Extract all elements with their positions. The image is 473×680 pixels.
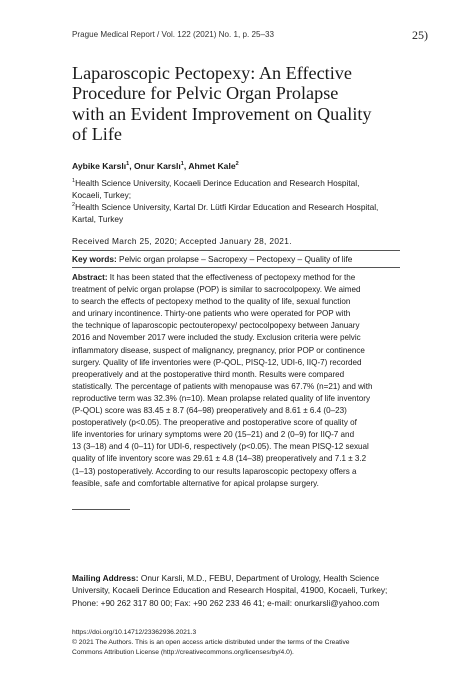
abstract-line: feasible, safe and comfortable alternative for apical prolapse surgery. [72,478,319,488]
title-line: Procedure for Pelvic Organ Prolapse [72,83,339,104]
abstract-line: 2016 and November 2017 were included the study. Exclusion criteria were pelvic [72,333,361,343]
author-list: Aybike Karslı$^1$, Onur Karslı$^1$, Ahmet Kale$^2$ [72,161,239,171]
affiliation-line: Health Science University, Kartal Dr. Lütfi Kirdar Education and Research Hospital, [75,201,379,212]
license-line: © 2021 The Authors. This is an open access article distributed under the terms of the Creative [72,639,350,646]
title-line: of Life [72,124,122,145]
article-title [72,63,432,145]
mailing-line: Phone: +90 262 317 80 00; Fax: +90 262 233 46 41; e-mail: onurkarsli@yahoo.com [72,597,380,608]
keywords-label: Key words: [72,254,117,264]
abstract-line: 13 (3–18) and 4 (0–11) for UDI-6, respectively (p<0.05). The mean PISQ-12 sexual [72,442,369,452]
abstract-line: statistically. The percentage of patients with menopause was 67.7% (n=21) and with [72,381,373,391]
abstract [72,272,402,490]
affiliation [72,175,359,201]
affiliation-mark: 1 [72,178,76,184]
journal-info: Prague Medical Report / Vol. 122 (2021) No. 1, p. 25–33 [72,30,275,39]
abstract-line: reproductive term was 32.3% (n=10). Mean prolapse related quality of life inventory [72,393,371,403]
title-line: Laparoscopic Pectopexy: An Effective [72,63,352,83]
abstract-line: surgery. Quality of life inventories were (P-QOL, PISQ-12, UDI-6, IIQ-7) recorded [72,357,362,367]
divider [72,250,400,251]
abstract-label: Abstract: [72,273,108,282]
abstract-line: life inventories for urinary symptoms were 20 (15–21) and 2 (0–9) for IIQ-7 and [72,430,355,440]
abstract-line: (P-QOL) score was 83.45 ± 8.7 (64–98) preoperatively and 8.61 ± 6.4 (0–23) [72,406,347,416]
abstract-line: treatment of pelvic organ prolapse (POP) is similar to sacrocolpopexy. We aimed [72,285,361,295]
abstract-line: (1–13) postoperatively. According to our results laparoscopic pectopexy offers a [72,466,357,476]
mailing-line: University, Kocaeli Derince Education and Research Hospital, 41900, Kocaeli, Turkey; [72,585,388,596]
mailing-address [72,572,412,609]
license-line: Commons Attribution License (http://creativecommons.org/licenses/by/4.0). [72,649,294,656]
affiliation-line: Kocaeli, Turkey; [72,189,132,200]
author-name: Ahmet Kale [188,161,236,171]
affiliation-line: Kartal, Turkey [72,213,124,224]
abstract-line: inflammatory disease, suspect of malignancy, pregnancy, prior POP or continence [72,345,365,355]
abstract-line: quality of life inventory score was 29.61 ± 4.8 (14–38) preoperatively and 7.1 ± 3.2 [72,454,367,464]
mailing-label: Mailing Address: [72,573,139,583]
abstract-line: the technique of laparoscopic pectouteropexy/ pectocolpopexy between January [72,321,360,331]
page-number: 25) [412,28,428,42]
doi-link[interactable]: https://doi.org/10.14712/23362936.2021.3 [72,629,197,636]
affiliation-line: Health Science University, Kocaeli Derince Education and Research Hospital, [75,177,360,188]
divider [72,267,400,268]
author-name: Onur Karslı [133,161,181,171]
mailing-line: Onur Karsli, M.D., FEBU, Department of Urology, Health Science [140,573,380,583]
abstract-line: postoperatively (p<0.05). The preoperative and postoperative score of quality of [72,418,357,428]
author-affiliation-mark: 1 [126,161,130,168]
abstract-line: It has been stated that the effectiveness of pectopexy method for the [109,273,356,282]
abstract-line: and urinary incontinence. Thirty-one patients who were operated for POP with [72,309,351,319]
author-affiliation-mark: 2 [235,161,239,168]
abstract-line: preoperatively and at the postoperative third month. Results were compared [72,369,345,379]
author-name: Aybike Karslı [72,161,127,171]
received-dates: Received March 25, 2020; Accepted January 28, 2021. [72,236,292,246]
affiliation-mark: 2 [72,202,76,208]
abstract-end-rule [72,509,130,510]
keywords [72,254,352,264]
footer [72,628,350,658]
keywords-text: Pelvic organ prolapse – Sacropexy – Pectopexy – Quality of life [119,254,353,264]
affiliation [72,199,378,225]
abstract-line: to search the effects of pectopexy method to the quality of life, sexual function [72,297,351,307]
title-line: with an Evident Improvement on Quality [72,103,372,124]
author-affiliation-mark: 1 [180,161,184,168]
